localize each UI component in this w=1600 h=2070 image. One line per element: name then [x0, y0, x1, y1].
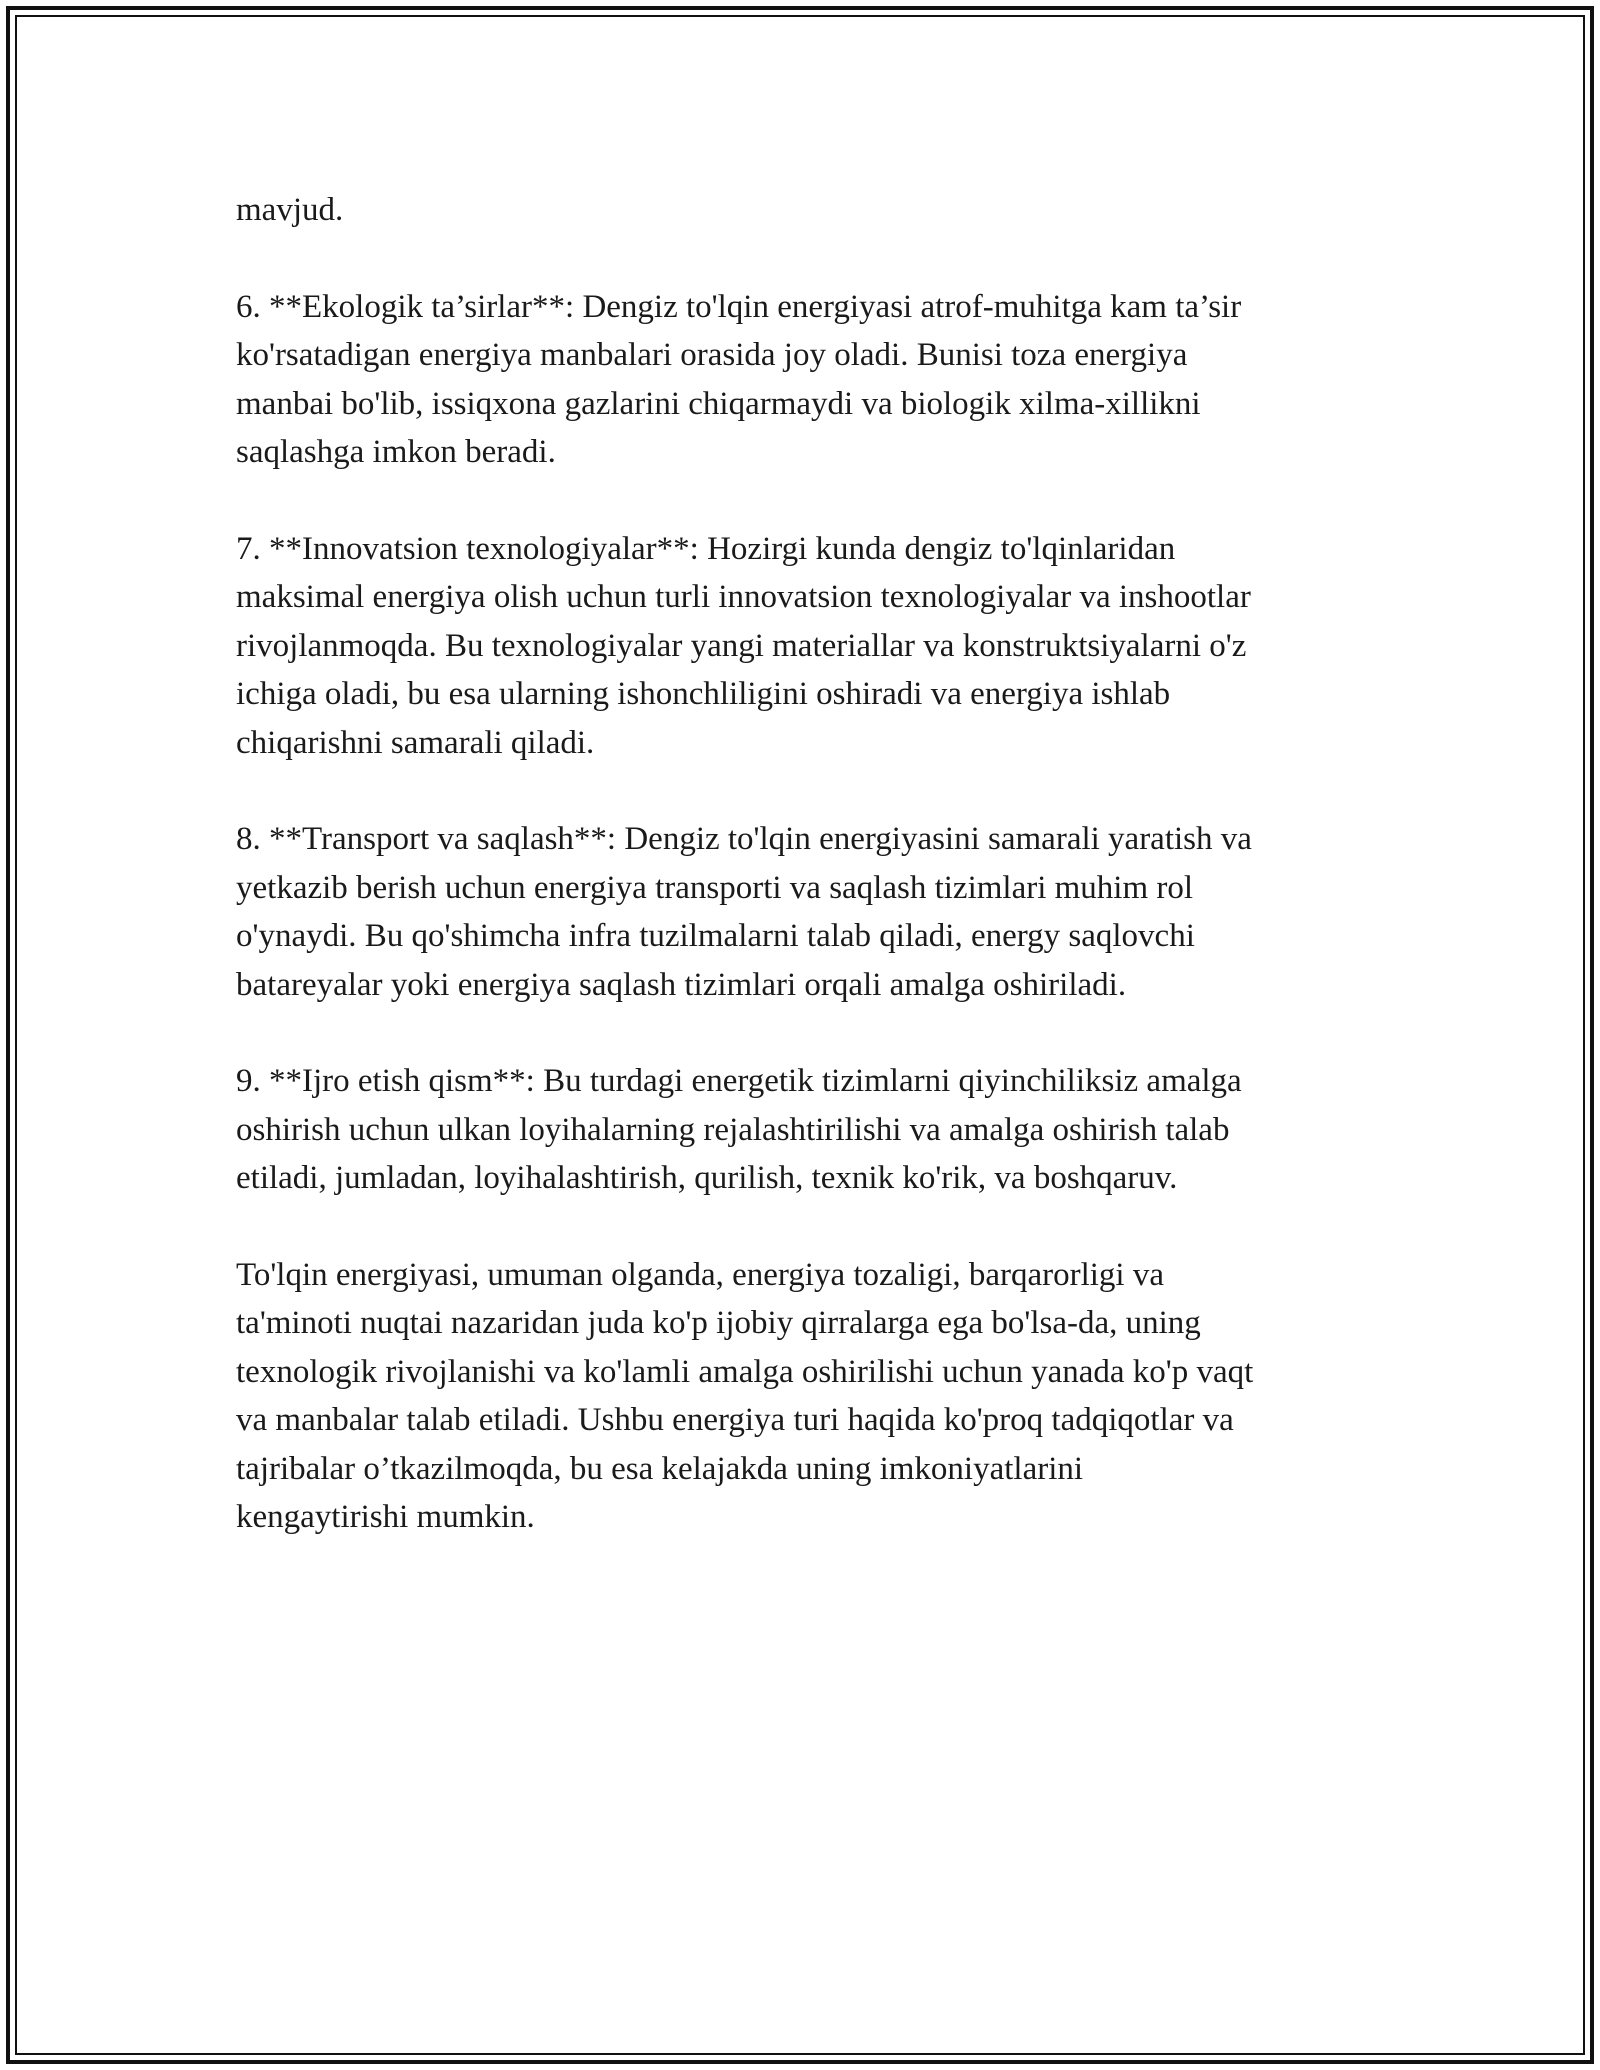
text-line: o'ynaydi. Bu qo'shimcha infra tuzilmalarni talab qiladi, energy saqlovchi — [236, 918, 1195, 954]
text-line: mavjud. — [236, 192, 344, 228]
text-line: ta'minoti nuqtai nazaridan juda ko'p ijobiy qirralarga ega bo'lsa-da, uning — [236, 1305, 1201, 1341]
paragraph-conclusion — [236, 1251, 1386, 1542]
paragraph-item-9 — [236, 1057, 1386, 1203]
text-line: To'lqin energiyasi, umuman olganda, energiya tozaligi, barqarorligi va — [236, 1256, 1164, 1293]
paragraph-continuation — [236, 186, 1386, 235]
text-line: chiqarishni samarali qiladi. — [236, 724, 595, 761]
text-line: tajribalar o’tkazilmoqda, bu esa kelajakda uning imkoniyatlarini — [236, 1450, 1084, 1487]
text-line: ko'rsatadigan energiya manbalari orasida joy oladi. Bunisi toza energiya — [236, 337, 1188, 373]
paragraph-item-6 — [236, 283, 1386, 477]
text-line: oshirish uchun ulkan loyihalarning rejalashtirilishi va amalga oshirish talab — [236, 1111, 1230, 1148]
text-line: kengaytirishi mumkin. — [236, 1499, 535, 1535]
paragraph-item-7 — [236, 525, 1386, 768]
paragraph-item-8 — [236, 815, 1386, 1009]
text-line: saqlashga imkon beradi. — [236, 434, 556, 470]
text-line: etiladi, jumladan, loyihalashtirish, qurilish, texnik ko'rik, va boshqaruv. — [236, 1160, 1178, 1196]
text-line: rivojlanmoqda. Bu texnologiyalar yangi materiallar va konstruktsiyalarni o'z — [236, 627, 1247, 664]
text-line: 8. **Transport va saqlash**: Dengiz to'lqin energiyasini samarali yaratish va — [236, 821, 1252, 857]
text-line: 9. **Ijro etish qism**: Bu turdagi energetik tizimlarni qiyinchiliksiz amalga — [236, 1063, 1242, 1099]
text-line: maksimal energiya olish uchun turli innovatsion texnologiyalar va inshootlar — [236, 579, 1251, 615]
document-body — [236, 186, 1386, 1590]
text-line: yetkazib berish uchun energiya transporti va saqlash tizimlari muhim rol — [236, 869, 1194, 906]
text-line: texnologik rivojlanishi va ko'lamli amalga oshirilishi uchun yanada ko'p vaqt — [236, 1353, 1254, 1390]
text-line: ichiga oladi, bu esa ularning ishonchliligini oshiradi va energiya ishlab — [236, 676, 1171, 712]
text-line: va manbalar talab etiladi. Ushbu energiya turi haqida ko'proq tadqiqotlar va — [236, 1402, 1234, 1438]
text-line: manbai bo'lib, issiqxona gazlarini chiqarmaydi va biologik xilma-xillikni — [236, 385, 1201, 422]
text-line: 6. **Ekologik ta’sirlar**: Dengiz to'lqin energiyasi atrof-muhitga kam ta’sir — [236, 288, 1242, 325]
text-line: batareyalar yoki energiya saqlash tizimlari orqali amalga oshiriladi. — [236, 966, 1127, 1003]
text-line: 7. **Innovatsion texnologiyalar**: Hozirgi kunda dengiz to'lqinlaridan — [236, 530, 1176, 567]
